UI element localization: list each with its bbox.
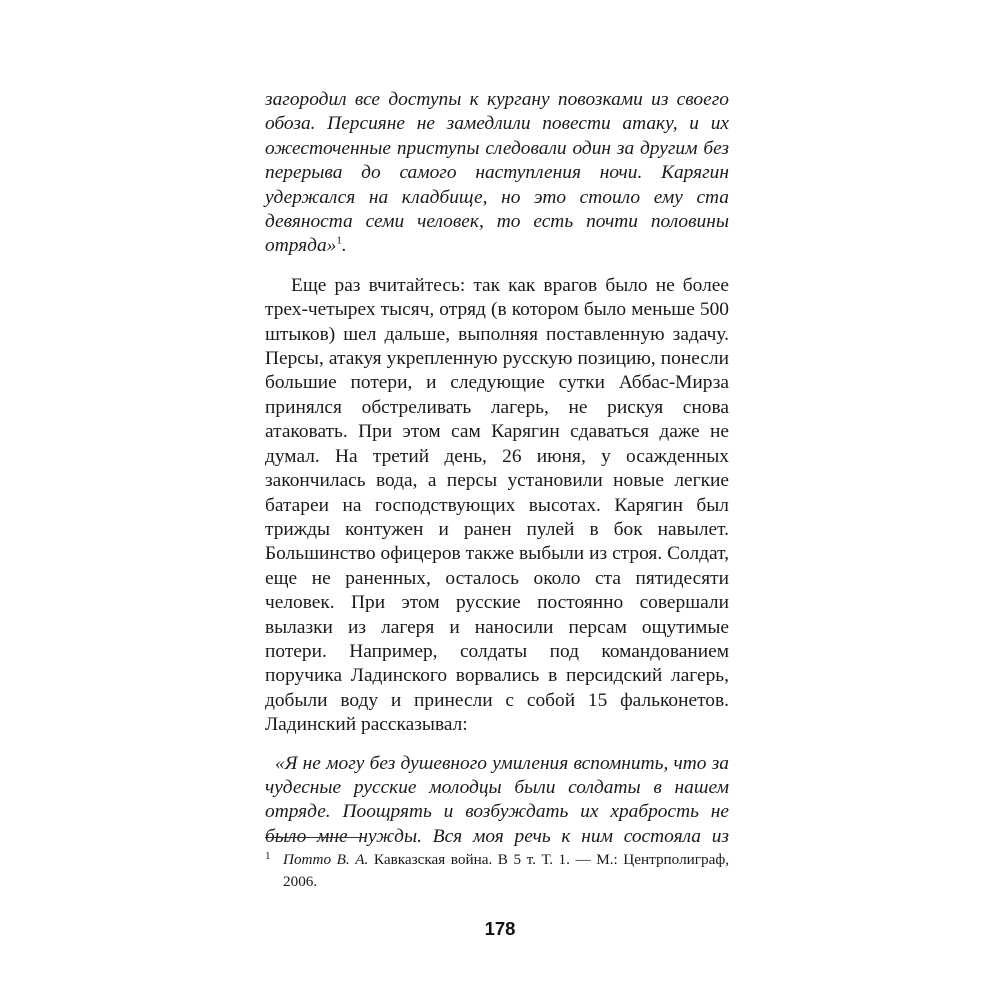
footnote-author: Потто В. А. [283,851,369,868]
footnote-number: 1 [265,850,271,862]
page-body [265,88,729,849]
quote-top-text: загородил все доступы к кургану повозками из своего обоза. Персияне не замедлили повести атаку, и их ожесточенные приступы следовали один за другим без перерыва до самого наступления ночи. Карягин удержался на кладбище, но это стоило ему ста девяноста семи человек, то есть почти половины отряда» [265,89,729,257]
page-number: 178 [484,918,516,939]
footnote [265,849,729,892]
quote-bottom: «Я не могу без душевного умиления вспомнить, что за чудесные русские молодцы были солдаты в нашем отряде. Поощрять и возбуждать их храбрость не было мне нужды. Вся моя речь к ним состояла из [265,752,729,847]
footnote-citation: Кавказская война. В 5 т. Т. 1. — М.: Центрполиграф, 2006. [283,851,729,890]
footnote-body [265,849,729,892]
footnote-reference: 1 [336,234,342,247]
footnote-divider [265,837,365,838]
main-paragraph: Еще раз вчитайтесь: так как врагов было не более трех-четырех тысяч, отряд (в котором было меньше 500 штыков) шел дальше, выполняя поставленную задачу. Персы, атакуя укрепленную русскую позицию, понесли большие потери, и следующие сутки Аббас-Мирза принялся обстреливать лагерь, не рискуя снова атаковать. При этом сам Карягин сдаваться даже не думал. На третий день, 26 июня, у осажденных закончилась вода, а персы установили новые легкие батареи на господствующих высотах. Карягин был трижды контужен и ранен пулей в бок навылет. Большинство офицеров также выбыли из строя. Солдат, еще не раненных, осталось около ста пятидесяти человек. При этом русские постоянно совершали вылазки из лагеря и наносили персам ощутимые потери. Например, солдаты под командованием поручика Ладинского ворвались в персидский лагерь, добыли воду и принесли с собой 15 фальконетов. Ладинский рассказывал: [265,274,729,736]
quote-top: загородил все доступы к кургану повозками из своего обоза. Персияне не замедлили повести атаку, и их ожесточенные приступы следовали один за другим без перерыва до самого наступления ночи. Карягин удержался на кладбище, но это стоило ему ста девяноста семи человек, то есть почти половины отряда»$^1$. [265,89,729,257]
